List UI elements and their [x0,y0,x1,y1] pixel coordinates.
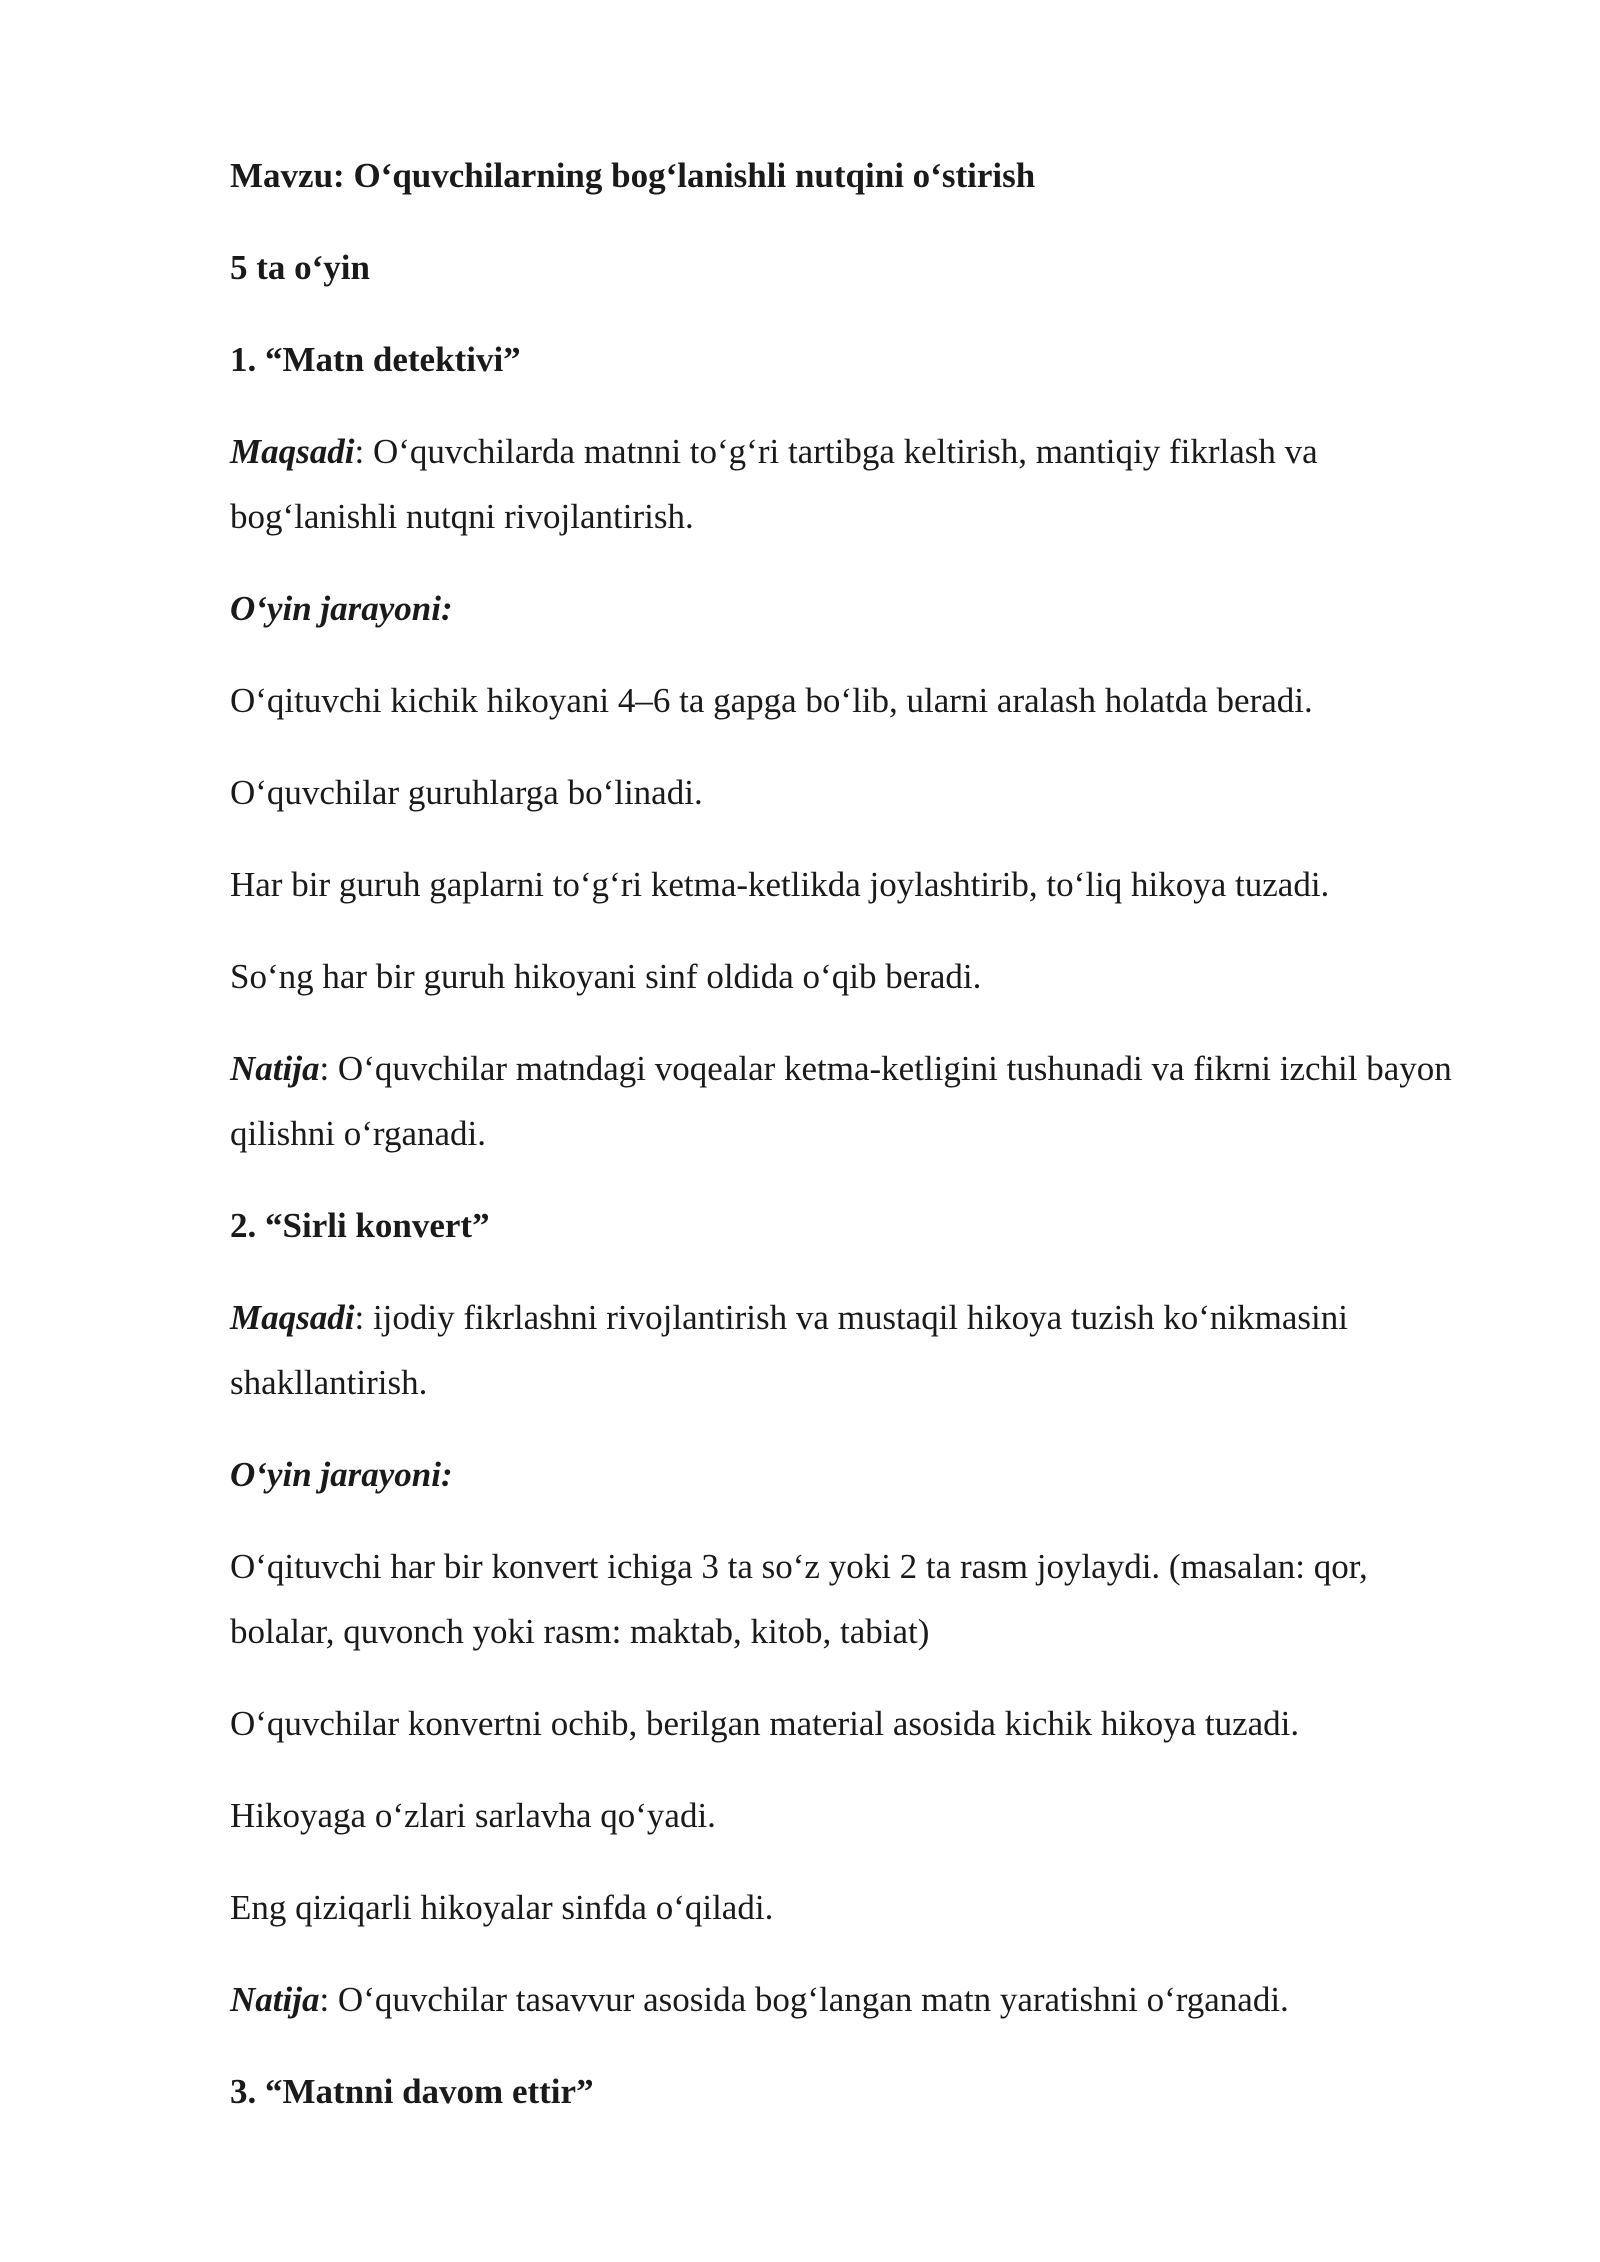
game-2-goal [230,1285,1480,1415]
game-1-step-3: Har bir guruh gaplarni to‘g‘ri ketma-ketlikda joylashtirib, to‘liq hikoya tuzadi. [230,865,1330,904]
goal-text: : O‘quvchilarda matnni to‘g‘ri tartibga keltirish, mantiqiy fikrlash va bog‘lanishli nutqni rivojlantirish. [230,432,1318,536]
topic-heading: Mavzu: O‘quvchilarning bog‘lanishli nutqini o‘stirish [230,156,1036,195]
game-2-process-label: O‘yin jarayoni: [230,1455,453,1494]
result-label: Natija [230,1980,320,2019]
game-1-title: 1. “Matn detektivi” [230,340,521,379]
subtitle-heading: 5 ta o‘yin [230,248,370,287]
game-1-process-label: O‘yin jarayoni: [230,589,453,628]
result-text: : O‘quvchilar matndagi voqealar ketma-ketligini tushunadi va fikrni izchil bayon qilishni o‘rganadi. [230,1049,1452,1153]
result-text: : O‘quvchilar tasavvur asosida bog‘langan matn yaratishni o‘rganadi. [319,1980,1289,2019]
game-2-step-3: Hikoyaga o‘zlari sarlavha qo‘yadi. [230,1796,716,1835]
game-2-title: 2. “Sirli konvert” [230,1206,490,1245]
result-label: Natija [230,1049,320,1088]
game-3-title: 3. “Matnni davom ettir” [230,2072,594,2111]
game-1-goal [230,419,1480,549]
game-1-step-2: O‘quvchilar guruhlarga bo‘linadi. [230,773,703,812]
game-1-result [230,1036,1480,1166]
game-1-step-1: O‘qituvchi kichik hikoyani 4–6 ta gapga bo‘lib, ularni aralash holatda beradi. [230,681,1313,720]
game-2-step-2: O‘quvchilar konvertni ochib, berilgan material asosida kichik hikoya tuzadi. [230,1704,1300,1743]
game-1-step-4: So‘ng har bir guruh hikoyani sinf oldida o‘qib beradi. [230,957,982,996]
game-2-step-1: O‘qituvchi har bir konvert ichiga 3 ta so‘z yoki 2 ta rasm joylaydi. (masalan: qor, bolalar, quvonch yoki rasm: maktab, kitob, tabiat) [230,1547,1368,1651]
document-body [230,143,1480,2151]
goal-text: : ijodiy fikrlashni rivojlantirish va mustaqil hikoya tuzish ko‘nikmasini shakllantirish. [230,1298,1348,1402]
game-2-step-4: Eng qiziqarli hikoyalar sinfda o‘qiladi. [230,1888,774,1927]
goal-label: Maqsadi [230,1298,355,1337]
game-2-result [230,1967,1480,2032]
goal-label: Maqsadi [230,432,355,471]
